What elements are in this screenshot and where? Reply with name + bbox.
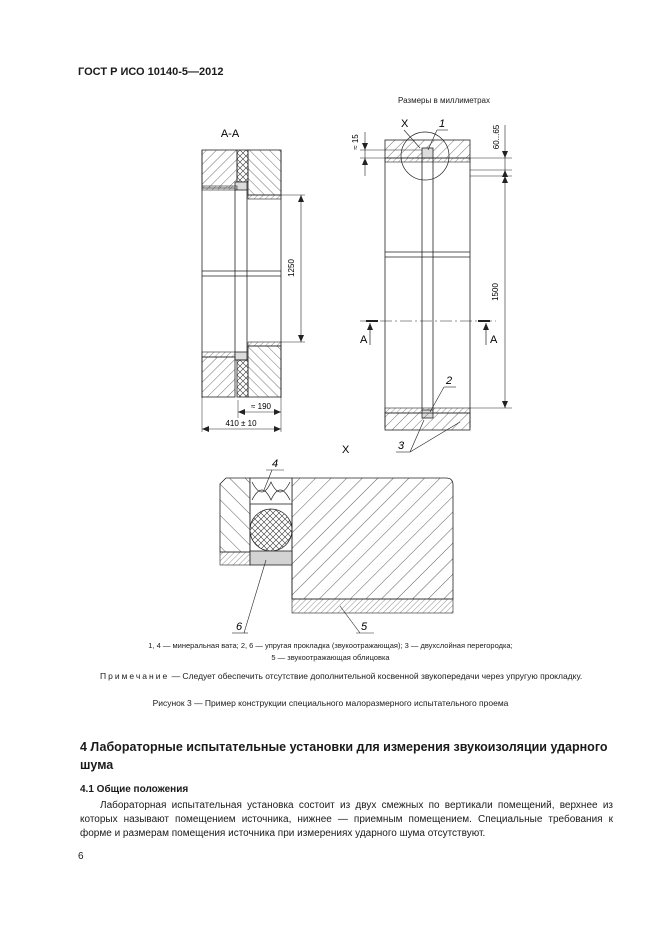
- detail-left-slab: [220, 478, 250, 552]
- figure-caption: Рисунок 3 — Пример конструкции специального малоразмерного испытательного проема: [152, 698, 509, 708]
- dim-15: ≈ 15: [351, 134, 360, 150]
- figure-note: [80, 670, 611, 683]
- note-label: Примечание: [100, 671, 170, 681]
- detail-x-view: [220, 444, 453, 633]
- top-partition: [385, 158, 470, 162]
- bottom-slab-left: [202, 357, 235, 397]
- bottom-slab-right: [248, 346, 281, 397]
- callout-2: 2: [446, 375, 453, 387]
- callout-3: 3: [398, 440, 405, 452]
- detail-resilient-cord: [250, 509, 292, 551]
- partition-top-left: [202, 186, 237, 190]
- cut-mark-a-left: А: [360, 334, 368, 346]
- section-label: А-А: [220, 128, 240, 140]
- dim-190: ≈ 190: [251, 402, 271, 411]
- page-number: 6: [78, 851, 84, 862]
- detail-left-partition: [220, 552, 250, 565]
- section-4-1-heading: 4.1 Общие положения: [80, 784, 189, 795]
- bottom-frame: [385, 413, 470, 430]
- top-slab-left: [202, 150, 237, 188]
- mineral-wool-top: [237, 150, 248, 182]
- cut-mark-a-right: А: [490, 334, 498, 346]
- document-id-header: ГОСТ Р ИСО 10140-5—2012: [78, 66, 224, 78]
- callout-6: 6: [236, 621, 243, 633]
- callout-1: 1: [439, 118, 446, 130]
- detail-pad: [250, 551, 292, 565]
- units-note: Размеры в миллиметрах: [398, 96, 490, 105]
- top-slab-right: [248, 150, 281, 195]
- front-view: [351, 118, 512, 452]
- callout-5: 5: [361, 621, 368, 633]
- note-text: — Следует обеспечить отсутствие дополнительной косвенной звукопередачи через упругую прокладку.: [169, 671, 583, 681]
- detail-right-slab: [292, 478, 453, 599]
- detail-x-title: X: [342, 444, 350, 456]
- partition-bottom-right: [248, 342, 281, 346]
- figure-legend-line-1: 1, 4 — минеральная вата; 2, 6 — упругая прокладка (звукоотражающая); 3 — двухслойная перегородка;: [148, 641, 513, 650]
- dim-1250: 1250: [287, 259, 296, 277]
- detail-x-label: X: [401, 118, 409, 130]
- detail-facing: [292, 599, 453, 613]
- callout-4: 4: [272, 458, 279, 470]
- dim-60-65: 60...65: [492, 124, 501, 150]
- dim-410: 410 ± 10: [225, 419, 257, 428]
- partition-top-right: [248, 195, 281, 199]
- section-a-a-view: [202, 128, 305, 432]
- section-4-1-paragraph: Лабораторная испытательная установка состоит из двух смежных по вертикали помещений, верхнее из которых называют помещением источника, нижнее — приемным помещением. Специальные требования к форме и размерам помещения источника при измерениях ударного шума отсутствуют.: [80, 800, 613, 839]
- resilient-pad-bottom: [235, 352, 247, 360]
- section-4-heading: 4 Лабораторные испытательные установки для измерения звукоизоляции ударного шума: [80, 740, 608, 772]
- mineral-wool-bottom: [237, 360, 248, 397]
- dim-1500: 1500: [491, 283, 500, 301]
- partition-bottom-left: [202, 352, 235, 357]
- top-pad: [422, 148, 433, 158]
- figure-legend-line-2: 5 — звукоотражающая облицовка: [271, 653, 390, 662]
